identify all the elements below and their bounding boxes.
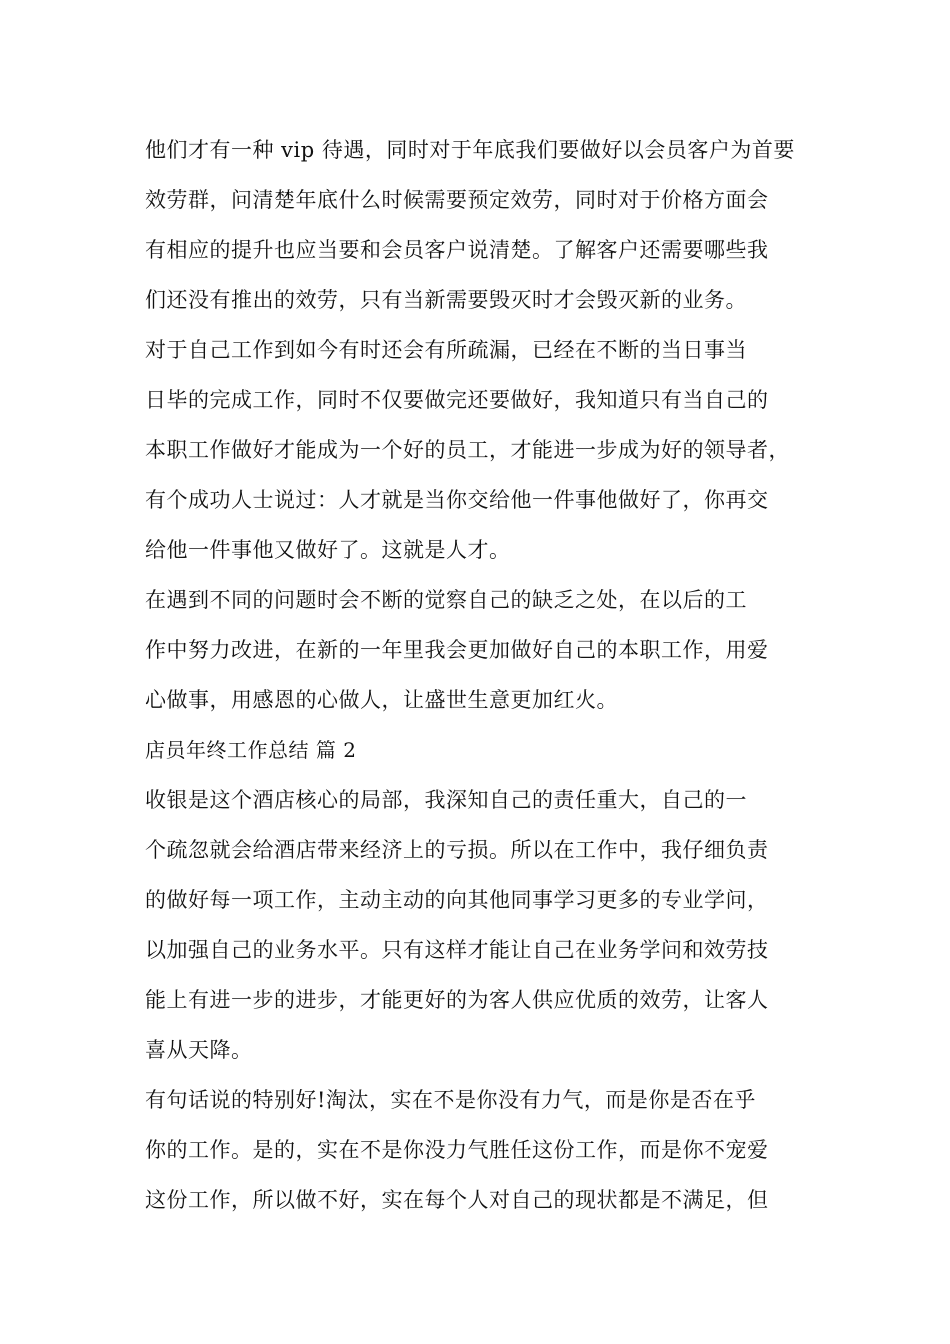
paragraph-3-line-2: 作中努力改进，在新的一年里我会更加做好自己的本职工作，用爱 xyxy=(145,638,769,662)
paragraph-3-line-3: 心做事，用感恩的心做人，让盛世生意更加红火。 xyxy=(145,688,618,712)
paragraph-4-line-5: 能上有进一步的进步，才能更好的为客人供应优质的效劳，让客人 xyxy=(145,988,769,1012)
paragraph-1-line-3: 有相应的提升也应当要和会员客户说清楚。了解客户还需要哪些我 xyxy=(145,238,769,262)
paragraph-4-line-4: 以加强自己的业务水平。只有这样才能让自己在业务学问和效劳技 xyxy=(145,938,769,962)
paragraph-3-line-1: 在遇到不同的问题时会不断的觉察自己的缺乏之处，在以后的工 xyxy=(145,588,747,612)
paragraph-2-line-1: 对于自己工作到如今有时还会有所疏漏，已经在不断的当日事当 xyxy=(145,338,747,362)
paragraph-2-line-3: 本职工作做好才能成为一个好的员工，才能进一步成为好的领导者， xyxy=(145,438,790,462)
paragraph-4-line-6: 喜从天降。 xyxy=(145,1038,253,1062)
paragraph-5-line-2: 你的工作。是的，实在不是你没力气胜任这份工作，而是你不宠爱 xyxy=(145,1138,769,1162)
paragraph-2-line-5: 给他一件事他又做好了。这就是人才。 xyxy=(145,538,511,562)
paragraph-4-line-3: 的做好每一项工作，主动主动的向其他同事学习更多的专业学问， xyxy=(145,888,769,912)
paragraph-5-line-3: 这份工作，所以做不好，实在每个人对自己的现状都是不满足，但 xyxy=(145,1188,769,1212)
paragraph-2-line-2: 日毕的完成工作，同时不仅要做完还要做好，我知道只有当自己的 xyxy=(145,388,769,412)
paragraph-1-line-2: 效劳群，问清楚年底什么时候需要预定效劳，同时对于价格方面会 xyxy=(145,188,769,212)
paragraph-1-line-4: 们还没有推出的效劳，只有当新需要毁灭时才会毁灭新的业务。 xyxy=(145,288,747,312)
paragraph-2-line-4: 有个成功人士说过：人才就是当你交给他一件事他做好了，你再交 xyxy=(145,488,769,512)
paragraph-4-line-1: 收银是这个酒店核心的局部，我深知自己的责任重大，自己的一 xyxy=(145,788,747,812)
paragraph-5-line-1: 有句话说的特别好!淘汰，实在不是你没有力气，而是你是否在乎 xyxy=(145,1088,756,1112)
paragraph-4-line-2: 个疏忽就会给酒店带来经济上的亏损。所以在工作中，我仔细负责 xyxy=(145,838,769,862)
section-heading: 店员年终工作总结 篇 2 xyxy=(145,738,357,762)
paragraph-1-line-1: 他们才有一种 vip 待遇，同时对于年底我们要做好以会员客户为首要 xyxy=(145,138,795,162)
